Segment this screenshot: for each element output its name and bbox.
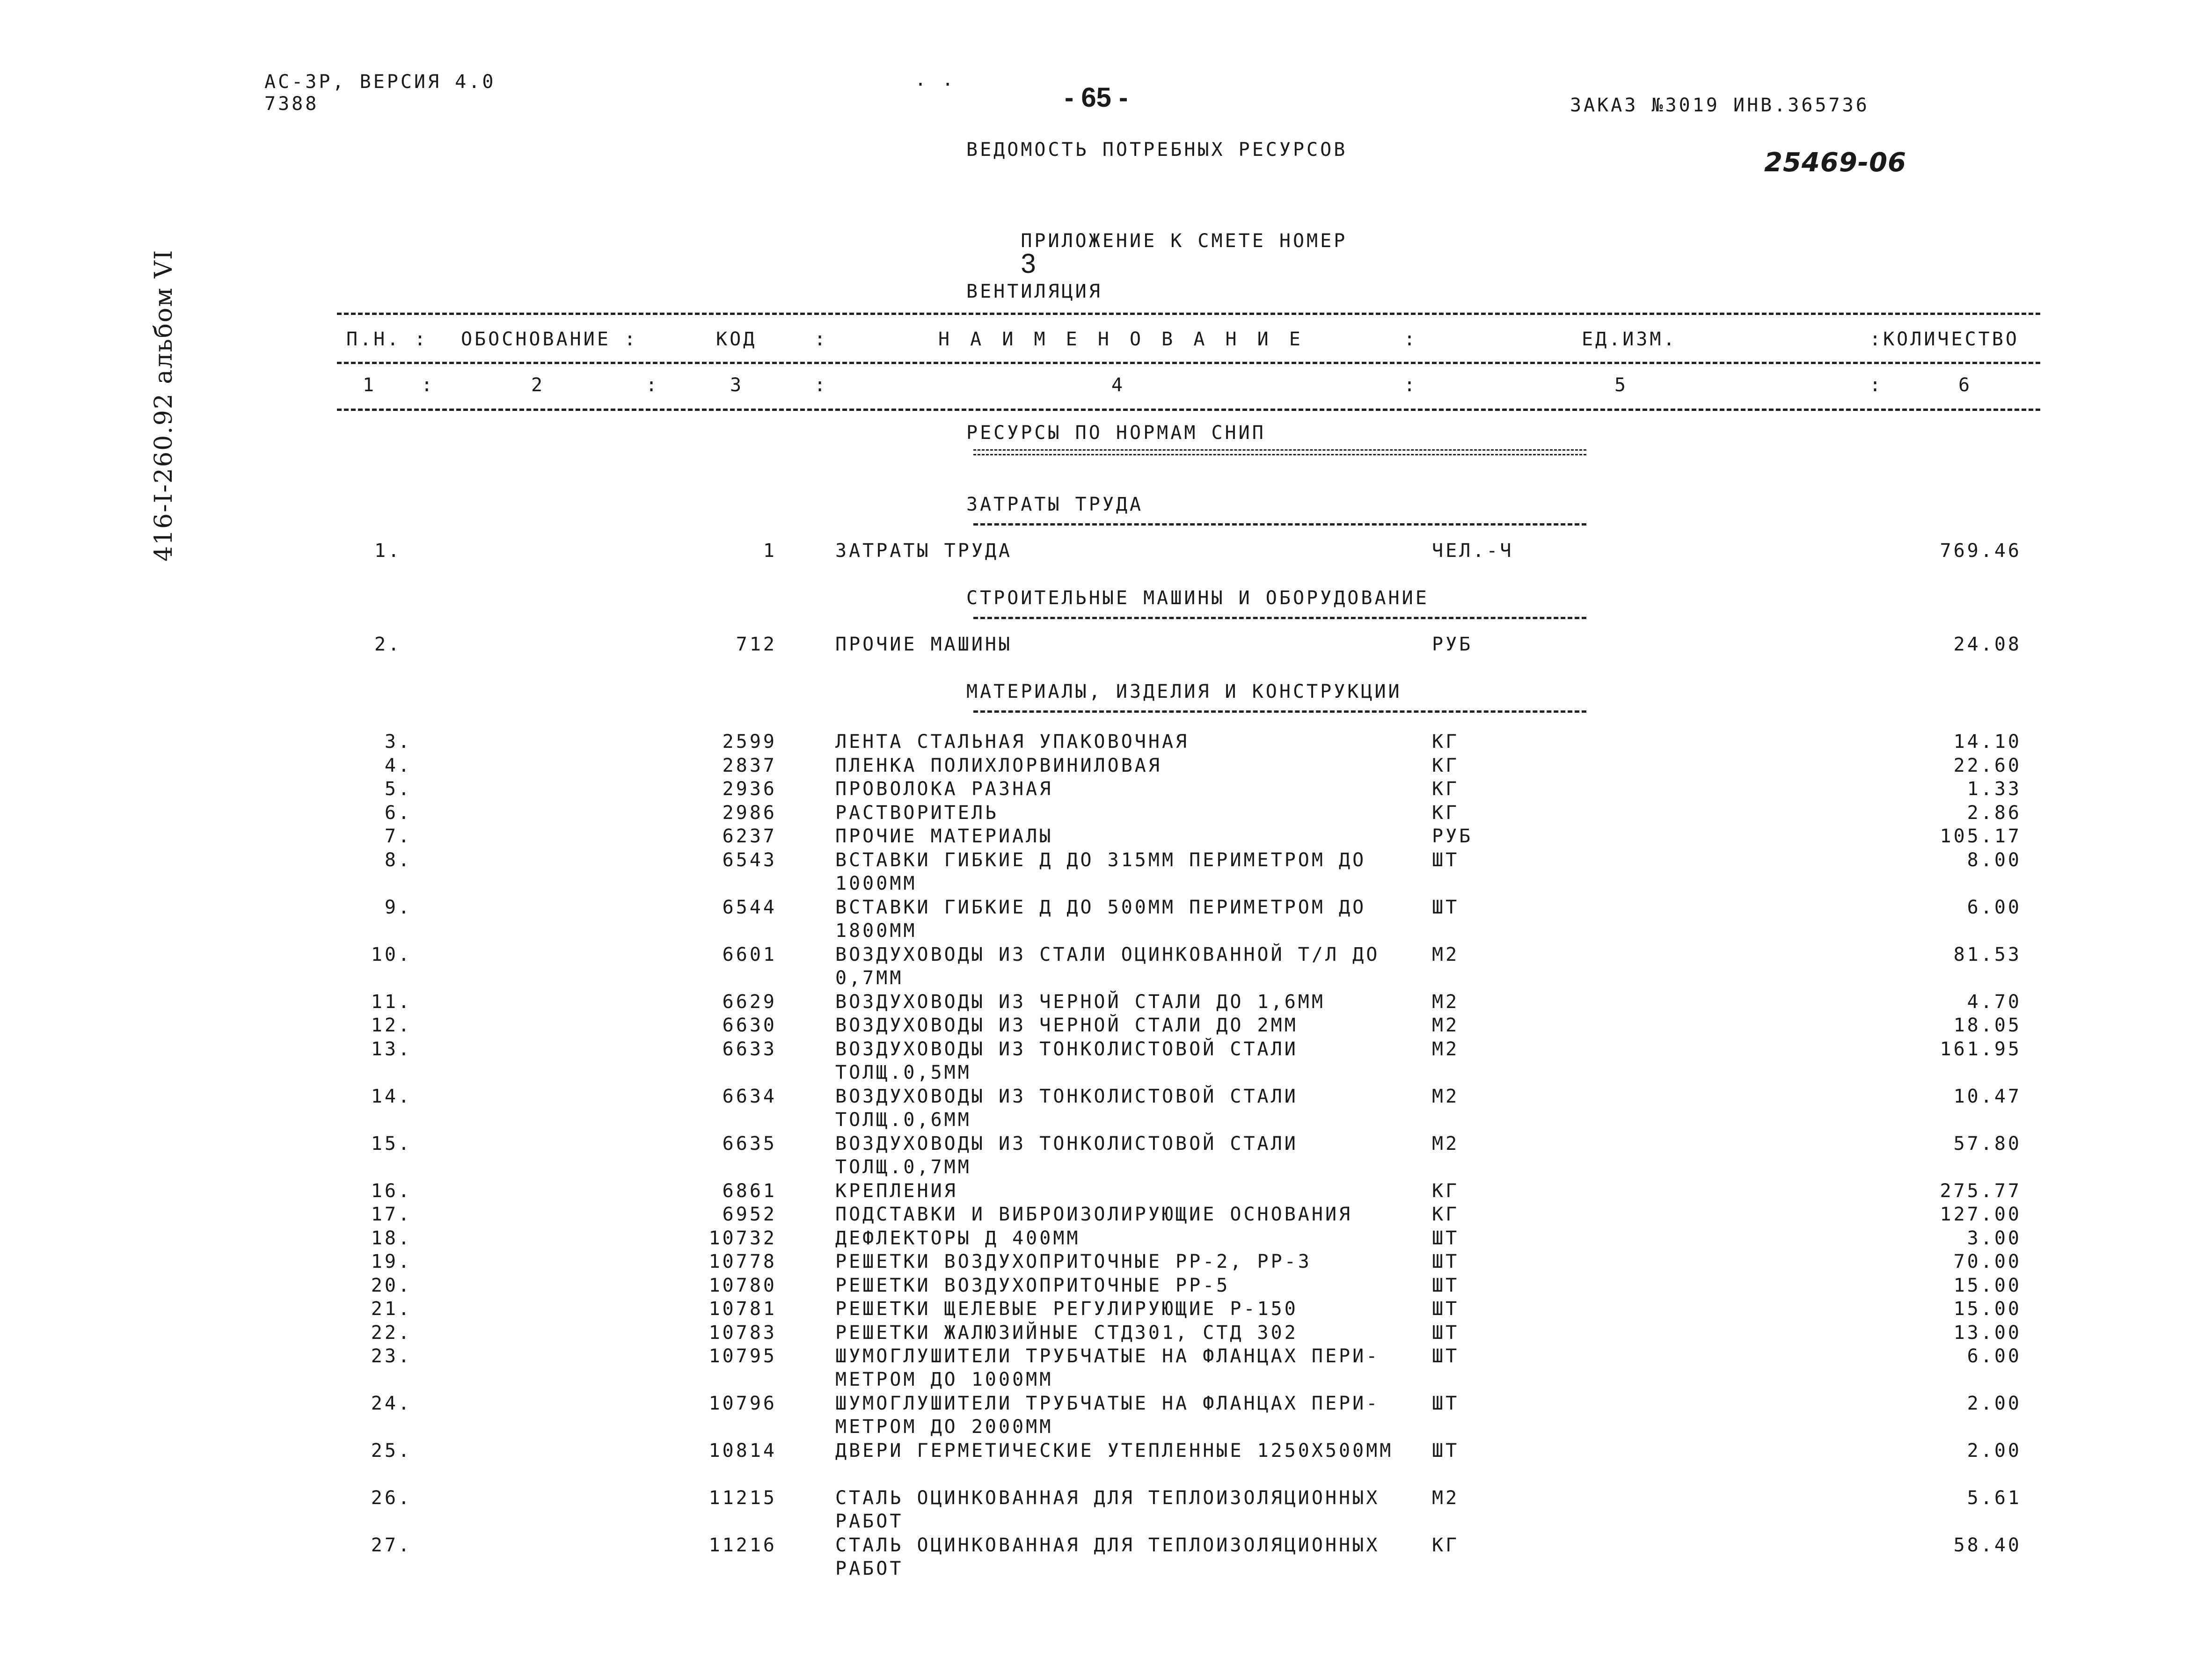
row-unit: КГ: [1432, 1204, 1460, 1225]
row-n: 5.: [384, 778, 412, 800]
table-row: [0, 1274, 2212, 1298]
row-unit: М2: [1432, 1015, 1460, 1036]
row-code: 10781: [708, 1298, 777, 1320]
row-n: 7.: [384, 826, 412, 847]
row-qty: 127.00: [1940, 1204, 2022, 1225]
row-unit: КГ: [1432, 778, 1460, 800]
row-n: 14.: [371, 1085, 412, 1107]
row-code: 2599: [722, 731, 777, 753]
table-row: [0, 754, 2212, 778]
row-name: ШУМОГЛУШИТЕЛИ ТРУБЧАТЫЕ НА ФЛАНЦАХ ПЕРИ- МЕТРОМ ДО 2000ММ: [835, 1393, 1380, 1438]
row-code: 6635: [722, 1133, 777, 1155]
row-code: 2986: [722, 802, 777, 824]
colnum-sep-3: :: [814, 374, 828, 396]
header-unit: ЕД.ИЗМ.: [1582, 329, 1677, 350]
row-unit: ШТ: [1432, 896, 1460, 918]
row-unit: ШТ: [1432, 1251, 1460, 1272]
row-n: 22.: [371, 1322, 412, 1344]
row-name: РЕШЕТКИ ВОЗДУХОПРИТОЧНЫЕ РР-5: [835, 1274, 1230, 1296]
order-number: ЗАКАЗ №3019 ИНВ.365736: [1570, 95, 1869, 116]
table-row: [0, 1132, 2212, 1179]
row-qty: 1.33: [1967, 778, 2022, 800]
table-row: [0, 1345, 2212, 1392]
row-unit: КГ: [1432, 802, 1460, 824]
row-name: ВОЗДУХОВОДЫ ИЗ ЧЕРНОЙ СТАЛИ ДО 2ММ: [835, 1015, 1298, 1036]
subhead-labor-rule: [973, 523, 1586, 526]
colnum-sep-1: :: [421, 374, 435, 396]
colnum-2: 2: [531, 374, 545, 396]
row-unit: М2: [1432, 991, 1460, 1013]
table-row: [0, 825, 2212, 848]
row-code: 6544: [722, 896, 777, 918]
row-name: СТАЛЬ ОЦИНКОВАННАЯ ДЛЯ ТЕПЛОИЗОЛЯЦИОННЫХ РАБОТ: [835, 1535, 1380, 1579]
row-qty: 15.00: [1953, 1274, 2022, 1296]
header-basis: ОБОСНОВАНИЕ :: [461, 329, 638, 350]
row-n: 21.: [371, 1298, 412, 1320]
row-code: 2837: [722, 754, 777, 776]
row-qty: 24.08: [1953, 634, 2022, 655]
header-rule-mid: [337, 362, 2040, 364]
row-qty: 58.40: [1953, 1535, 2022, 1556]
header-qty: :КОЛИЧЕСТВО: [1869, 329, 2019, 350]
row-code: 6952: [722, 1204, 777, 1225]
row-name: ПРОВОЛОКА РАЗНАЯ: [835, 778, 1053, 800]
row-n: 10.: [371, 943, 412, 965]
row-qty: 6.00: [1967, 1345, 2022, 1367]
row-unit: ШТ: [1432, 1322, 1460, 1344]
header-sep-2: :: [1404, 329, 1418, 350]
table-row: [0, 1014, 2212, 1038]
colnum-5: 5: [1614, 374, 1628, 396]
row-name: ВОЗДУХОВОДЫ ИЗ ТОНКОЛИСТОВОЙ СТАЛИ ТОЛЩ.0,7ММ: [835, 1133, 1298, 1178]
row-unit: КГ: [1432, 731, 1460, 753]
row-unit: М2: [1432, 1133, 1460, 1155]
row-unit: М2: [1432, 943, 1460, 965]
row-qty: 5.61: [1967, 1487, 2022, 1509]
row-name: СТАЛЬ ОЦИНКОВАННАЯ ДЛЯ ТЕПЛОИЗОЛЯЦИОННЫХ РАБОТ: [835, 1487, 1380, 1532]
table-row: [0, 990, 2212, 1014]
subhead-machines: СТРОИТЕЛЬНЫЕ МАШИНЫ И ОБОРУДОВАНИЕ: [966, 587, 1429, 609]
table-row: [0, 1321, 2212, 1345]
row-name: ВОЗДУХОВОДЫ ИЗ ЧЕРНОЙ СТАЛИ ДО 1,6ММ: [835, 991, 1325, 1013]
row-n: 13.: [371, 1038, 412, 1060]
header-code: КОД: [716, 329, 757, 350]
row-n: 23.: [371, 1345, 412, 1367]
table-row: [0, 1439, 2212, 1486]
row-unit: М2: [1432, 1487, 1460, 1509]
row-qty: 18.05: [1953, 1015, 2022, 1036]
row-unit: М2: [1432, 1038, 1460, 1060]
row-name: ВСТАВКИ ГИБКИЕ Д ДО 315ММ ПЕРИМЕТРОМ ДО 1000ММ: [835, 849, 1366, 894]
row-name: РАСТВОРИТЕЛЬ: [835, 802, 999, 824]
row-n: 25.: [371, 1440, 412, 1462]
row-name: РЕШЕТКИ ВОЗДУХОПРИТОЧНЫЕ РР-2, РР-3: [835, 1251, 1312, 1272]
software-version: АС-3Р, ВЕРСИЯ 4.0: [264, 71, 496, 93]
row-n: 18.: [371, 1227, 412, 1249]
row-name: КРЕПЛЕНИЯ: [835, 1180, 958, 1202]
row-n: 3.: [384, 731, 412, 753]
row-code: 6630: [722, 1015, 777, 1036]
row-unit: КГ: [1432, 1535, 1460, 1556]
materials-table: [0, 730, 2212, 1581]
colnum-sep-4: :: [1404, 374, 1418, 396]
row-qty: 14.10: [1953, 731, 2022, 753]
table-row: [0, 1179, 2212, 1203]
table-row: [0, 1392, 2212, 1439]
row-qty: 22.60: [1953, 754, 2022, 776]
row-qty: 13.00: [1953, 1322, 2022, 1344]
row-code: 10783: [708, 1322, 777, 1344]
album-side-label: 416-I-260.92 альбом VI: [150, 249, 178, 562]
subhead-machines-rule: [973, 617, 1586, 619]
subtitle-prefix: ПРИЛОЖЕНИЕ К СМЕТЕ НОМЕР: [1021, 230, 1348, 252]
table-row: [0, 730, 2212, 754]
row-code: 10732: [708, 1227, 777, 1249]
row-code: 6633: [722, 1038, 777, 1060]
row-unit: КГ: [1432, 1180, 1460, 1202]
colnum-6: 6: [1958, 374, 1972, 396]
row-qty: 10.47: [1953, 1085, 2022, 1107]
table-row: [0, 1250, 2212, 1274]
row-code: 6629: [722, 991, 777, 1013]
row-n: 1.: [374, 540, 402, 562]
row-code: 10780: [708, 1274, 777, 1296]
row-code: 10814: [708, 1440, 777, 1462]
table-row: [0, 1085, 2212, 1132]
row-unit: ШТ: [1432, 1345, 1460, 1367]
row-code: 11215: [708, 1487, 777, 1509]
row-n: 26.: [371, 1487, 412, 1509]
row-n: 15.: [371, 1133, 412, 1155]
row-name: ДЕФЛЕКТОРЫ Д 400ММ: [835, 1227, 1080, 1249]
row-unit: РУБ: [1432, 634, 1473, 655]
row-unit: КГ: [1432, 754, 1460, 776]
row-code: 712: [736, 634, 777, 655]
row-name: ШУМОГЛУШИТЕЛИ ТРУБЧАТЫЕ НА ФЛАНЦАХ ПЕРИ- МЕТРОМ ДО 1000ММ: [835, 1345, 1380, 1390]
row-n: 24.: [371, 1393, 412, 1414]
group-title: РЕСУРСЫ ПО НОРМАМ СНИП: [966, 422, 1266, 444]
document-stamp: 25469-06: [1764, 147, 1906, 178]
row-n: 2.: [374, 634, 402, 655]
row-qty: 275.77: [1940, 1180, 2022, 1202]
row-name: ПРОЧИЕ МАШИНЫ: [835, 634, 1013, 655]
section-title: ВЕНТИЛЯЦИЯ: [966, 281, 1102, 302]
row-name: ВСТАВКИ ГИБКИЕ Д ДО 500ММ ПЕРИМЕТРОМ ДО 1800ММ: [835, 896, 1366, 942]
row-qty: 2.00: [1967, 1440, 2022, 1462]
row-unit: ШТ: [1432, 1274, 1460, 1296]
row-name: ПЛЕНКА ПОЛИХЛОРВИНИЛОВАЯ: [835, 754, 1162, 776]
table-row: [0, 1297, 2212, 1321]
subhead-materials: МАТЕРИАЛЫ, ИЗДЕЛИЯ И КОНСТРУКЦИИ: [966, 681, 1402, 702]
row-n: 20.: [371, 1274, 412, 1296]
row-qty: 57.80: [1953, 1133, 2022, 1155]
row-name: ПРОЧИЕ МАТЕРИАЛЫ: [835, 826, 1053, 847]
row-code: 10796: [708, 1393, 777, 1414]
row-name: ВОЗДУХОВОДЫ ИЗ ТОНКОЛИСТОВОЙ СТАЛИ ТОЛЩ.0,6ММ: [835, 1085, 1298, 1131]
table-row: [0, 1486, 2212, 1534]
row-code: 6237: [722, 826, 777, 847]
row-qty: 6.00: [1967, 896, 2022, 918]
row-code: 11216: [708, 1535, 777, 1556]
table-row: [0, 801, 2212, 825]
row-unit: ШТ: [1432, 1227, 1460, 1249]
row-code: 6601: [722, 943, 777, 965]
row-n: 9.: [384, 896, 412, 918]
table-row: [0, 1534, 2212, 1581]
row-code: 2936: [722, 778, 777, 800]
colnum-4: 4: [1111, 374, 1125, 396]
table-row: [0, 896, 2212, 943]
group-title-underline: [973, 449, 1586, 455]
header-pn: П.Н. :: [346, 329, 428, 350]
row-code: 6543: [722, 849, 777, 871]
row-unit: ШТ: [1432, 1440, 1460, 1462]
row-name: ВОЗДУХОВОДЫ ИЗ СТАЛИ ОЦИНКОВАННОЙ Т/Л ДО 0,7ММ: [835, 943, 1380, 989]
row-qty: 15.00: [1953, 1298, 2022, 1320]
job-number: 7388: [264, 93, 319, 115]
row-qty: 161.95: [1940, 1038, 2022, 1060]
row-n: 19.: [371, 1251, 412, 1272]
row-unit: ШТ: [1432, 1393, 1460, 1414]
row-code: 6634: [722, 1085, 777, 1107]
row-qty: 3.00: [1967, 1227, 2022, 1249]
row-code: 1: [763, 540, 777, 562]
row-qty: 4.70: [1967, 991, 2022, 1013]
row-n: 11.: [371, 991, 412, 1013]
header-rule-top: [337, 313, 2040, 315]
document-title: ВЕДОМОСТЬ ПОТРЕБНЫХ РЕСУРСОВ: [966, 139, 1348, 161]
row-unit: РУБ: [1432, 826, 1473, 847]
row-name: РЕШЕТКИ ЖАЛЮЗИЙНЫЕ СТД301, СТД 302: [835, 1322, 1298, 1344]
row-qty: 81.53: [1953, 943, 2022, 965]
header-name: Н А И М Е Н О В А Н И Е: [938, 329, 1305, 350]
row-code: 10795: [708, 1345, 777, 1367]
row-qty: 105.17: [1940, 826, 2022, 847]
row-name: ПОДСТАВКИ И ВИБРОИЗОЛИРУЮЩИЕ ОСНОВАНИЯ: [835, 1204, 1353, 1225]
subhead-materials-rule: [973, 710, 1586, 713]
row-name: ВОЗДУХОВОДЫ ИЗ ТОНКОЛИСТОВОЙ СТАЛИ ТОЛЩ.0,5ММ: [835, 1038, 1298, 1083]
row-qty: 2.00: [1967, 1393, 2022, 1414]
row-qty: 2.86: [1967, 802, 2022, 824]
header-sep-1: :: [814, 329, 828, 350]
row-code: 6861: [722, 1180, 777, 1202]
row-unit: ШТ: [1432, 1298, 1460, 1320]
colnum-sep-5: :: [1869, 374, 1883, 396]
row-n: 27.: [371, 1535, 412, 1556]
row-unit: ШТ: [1432, 849, 1460, 871]
subhead-labor: ЗАТРАТЫ ТРУДА: [966, 494, 1144, 515]
row-name: ЛЕНТА СТАЛЬНАЯ УПАКОВОЧНАЯ: [835, 731, 1190, 753]
header-rule-bottom: [337, 409, 2040, 411]
table-row: [0, 1227, 2212, 1250]
table-row: [0, 848, 2212, 896]
row-qty: 70.00: [1953, 1251, 2022, 1272]
row-code: 10778: [708, 1251, 777, 1272]
row-n: 8.: [384, 849, 412, 871]
row-name: РЕШЕТКИ ЩЕЛЕВЫЕ РЕГУЛИРУЮЩИЕ Р-150: [835, 1298, 1298, 1320]
row-n: 12.: [371, 1015, 412, 1036]
table-row: [0, 1203, 2212, 1227]
row-qty: 8.00: [1967, 849, 2022, 871]
row-unit: ЧЕЛ.-Ч: [1432, 540, 1514, 562]
row-n: 17.: [371, 1204, 412, 1225]
colnum-sep-2: :: [646, 374, 660, 396]
row-n: 6.: [384, 802, 412, 824]
estimate-number: 3: [1021, 248, 1036, 279]
table-row: [0, 943, 2212, 990]
row-n: 4.: [384, 754, 412, 776]
colnum-3: 3: [730, 374, 744, 396]
table-row: [0, 777, 2212, 801]
row-qty: 769.46: [1940, 540, 2022, 562]
table-row: [0, 1038, 2212, 1085]
row-name: ДВЕРИ ГЕРМЕТИЧЕСКИЕ УТЕПЛЕННЫЕ 1250Х500ММ: [835, 1440, 1394, 1462]
row-n: 16.: [371, 1180, 412, 1202]
scan-dots: . .: [915, 69, 956, 90]
colnum-1: 1: [363, 374, 377, 396]
page-number: - 65 -: [1065, 82, 1128, 113]
row-unit: М2: [1432, 1085, 1460, 1107]
row-name: ЗАТРАТЫ ТРУДА: [835, 540, 1013, 562]
